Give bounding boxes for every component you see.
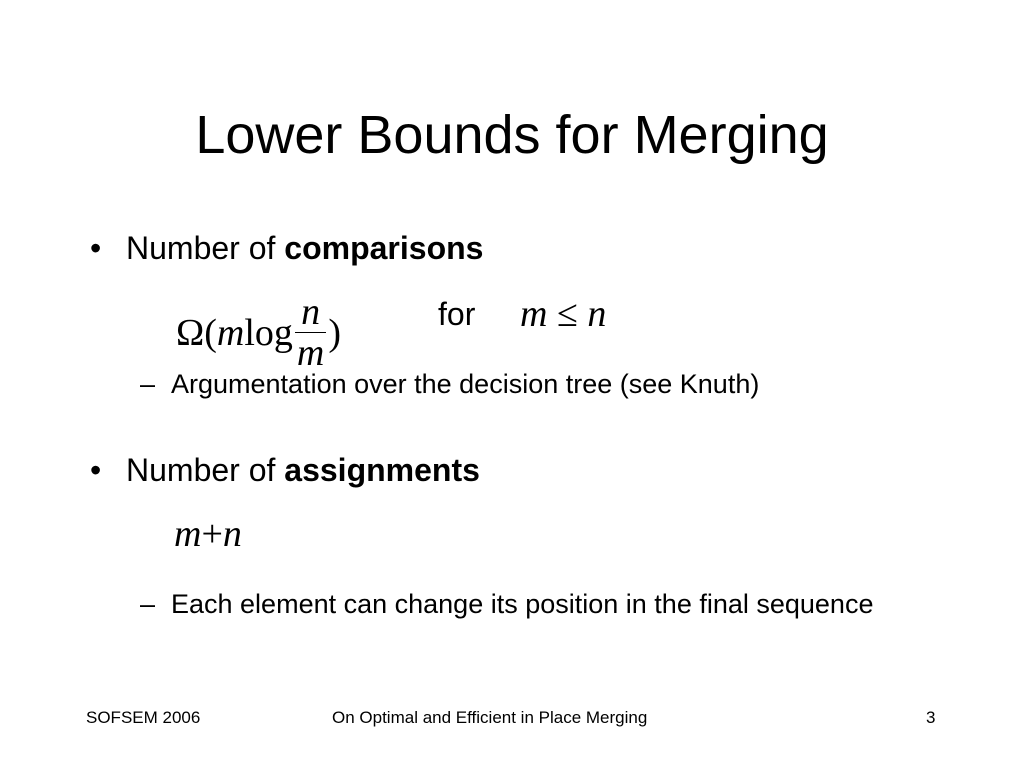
- cond-op: ≤: [556, 293, 578, 335]
- sub-bullet-each-element: [140, 586, 900, 622]
- bullet-prefix: Number of: [126, 230, 285, 266]
- bullet-emphasis: assignments: [284, 452, 480, 488]
- bullet-comparisons: [90, 228, 483, 268]
- bullet-assignments: [90, 450, 480, 490]
- footer-center: On Optimal and Efficient in Place Merging: [332, 708, 648, 727]
- formula-op: +: [201, 513, 223, 555]
- condition-formula: [520, 294, 606, 334]
- formula-left: m: [174, 513, 202, 555]
- sub-text: Each element can change its position in the final sequence: [171, 589, 874, 619]
- footer-left: SOFSEM 2006: [86, 708, 201, 727]
- cond-left: m: [520, 293, 548, 335]
- close-paren: ): [328, 312, 342, 355]
- var-m: m: [216, 312, 245, 355]
- bullet-marker: •: [90, 452, 102, 488]
- sub-marker: –: [140, 369, 156, 399]
- connector-for: for: [438, 296, 476, 332]
- sub-bullet-argumentation: [140, 366, 960, 402]
- footer-page-number: 3: [926, 708, 936, 727]
- sub-text: Argumentation over the decision tree (see Knuth): [171, 369, 760, 399]
- fraction-numerator: n: [301, 291, 321, 333]
- formula-omega-mlog: [176, 291, 342, 375]
- omega-symbol: Ω: [176, 312, 205, 355]
- cond-right: n: [587, 293, 607, 335]
- open-paren: (: [204, 312, 217, 355]
- log-text: log: [244, 312, 293, 355]
- bullet-prefix: Number of: [126, 452, 285, 488]
- bullet-emphasis: comparisons: [284, 230, 484, 266]
- bullet-marker: •: [90, 230, 102, 266]
- formula-m-plus-n: [174, 514, 242, 554]
- formula-right: n: [222, 513, 242, 555]
- fraction-n-over-m: [295, 291, 326, 374]
- slide-title: Lower Bounds for Merging: [195, 105, 829, 165]
- fraction-denominator: m: [296, 332, 325, 374]
- sub-marker: –: [140, 589, 156, 619]
